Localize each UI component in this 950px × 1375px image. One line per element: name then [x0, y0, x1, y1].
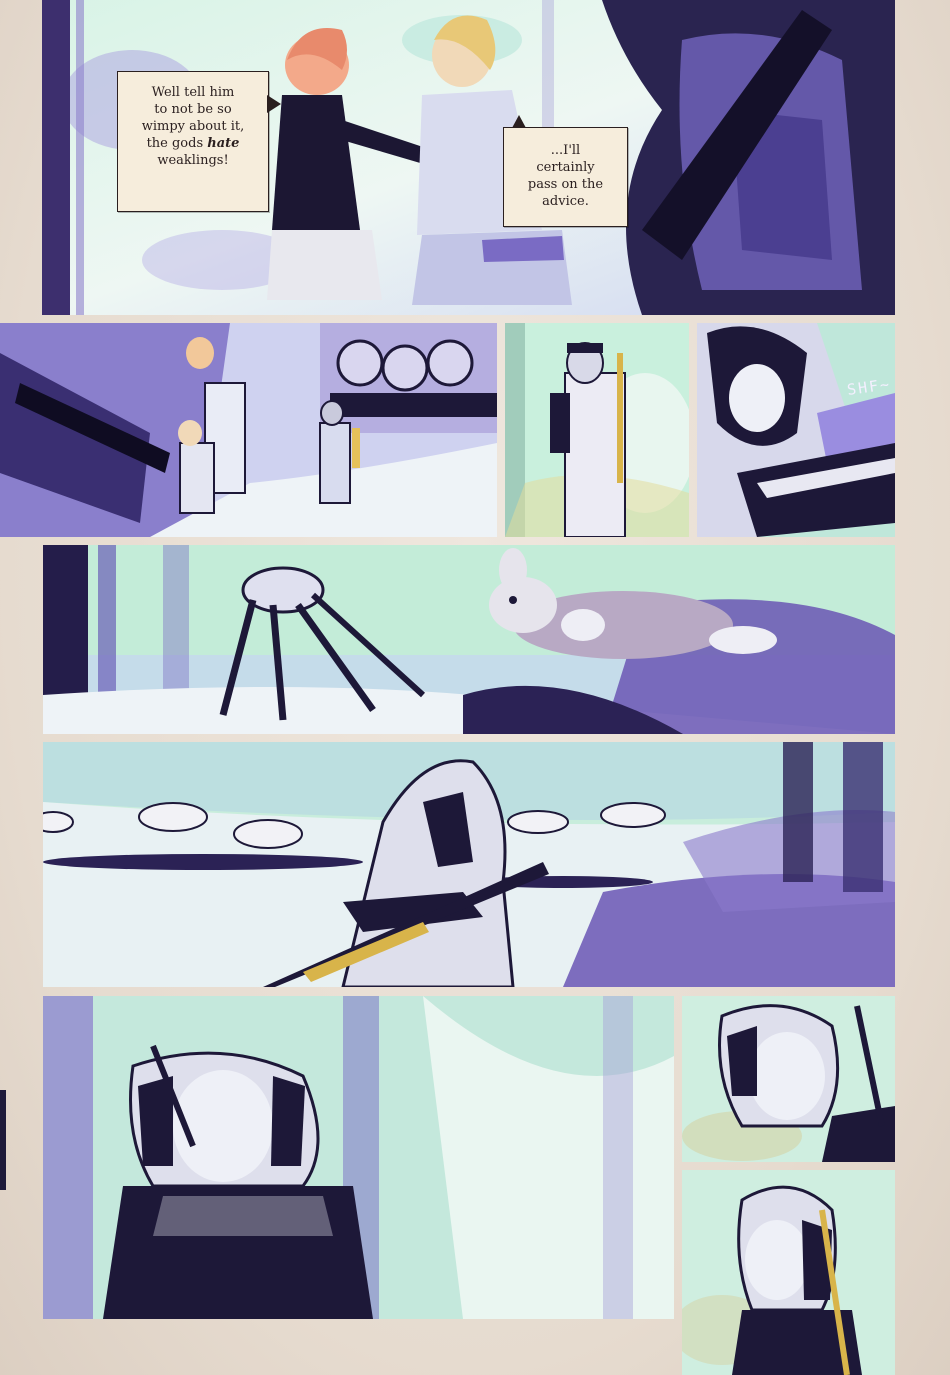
caption-left-tail [267, 95, 281, 113]
caption-right-line-3: pass on the [527, 177, 604, 192]
panel-3 [505, 323, 689, 537]
panel-7-art [43, 996, 674, 1319]
panel-5 [43, 545, 895, 734]
panel-8-art [682, 996, 895, 1162]
panel-8 [682, 996, 895, 1162]
panel-3-art [505, 323, 689, 537]
caption-left-line-1: Well tell him [151, 85, 235, 100]
panel-2-art [0, 323, 497, 537]
panel-6-art [43, 742, 895, 987]
caption-left-line-3: wimpy about it, [141, 119, 245, 134]
caption-left-line-2: to not be so [154, 102, 232, 117]
caption-left-emphasis: hate [207, 136, 240, 151]
caption-left-line-5: weaklings! [157, 153, 229, 168]
panel-7 [43, 996, 674, 1319]
sfx-text: SHF~ [845, 375, 893, 399]
panel-6 [43, 742, 895, 987]
left-edge-strip [0, 1090, 6, 1190]
caption-left [117, 71, 269, 212]
panel-9 [682, 1170, 895, 1375]
panel-4 [697, 323, 895, 537]
caption-right-line-2: certainly [536, 160, 595, 175]
caption-left-line-4 [128, 135, 258, 152]
panel-5-art [43, 545, 895, 734]
caption-left-line-4-a: the gods [146, 136, 208, 151]
panel-1 [42, 0, 895, 315]
caption-right [503, 127, 628, 227]
panel-4-art [697, 323, 895, 537]
panel-9-art [682, 1170, 895, 1375]
caption-right-tail [512, 115, 526, 128]
panel-2 [0, 323, 497, 537]
caption-right-line-4: advice. [542, 194, 589, 209]
caption-right-line-1: ...I'll [550, 143, 581, 158]
